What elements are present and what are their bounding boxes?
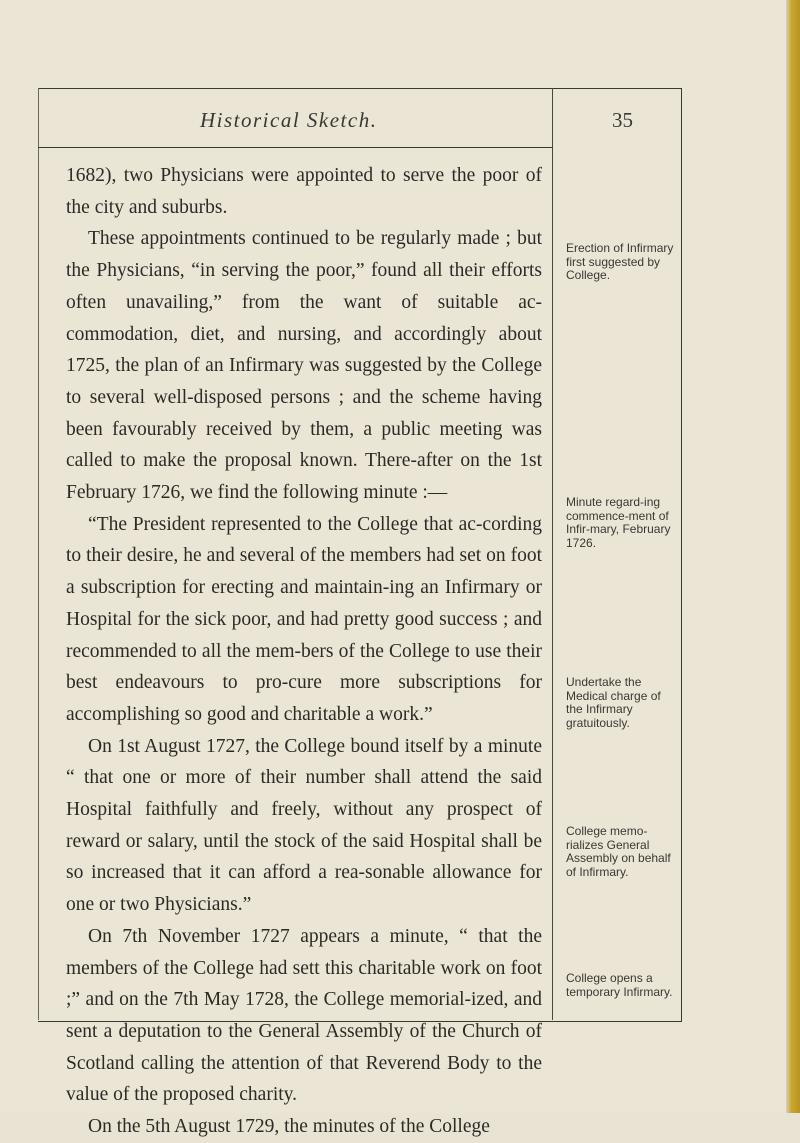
margin-note: Erection of Infirmary first suggested by College. [566, 241, 674, 282]
margin-note: Undertake the Medical charge of the Infirmary gratuitously. [566, 675, 661, 730]
margin-note: College opens a temporary Infirmary. [566, 971, 673, 999]
margin-note: College memo-rializes General Assembly on behalf of Infirmary. [566, 824, 671, 879]
frame-left-rule [38, 88, 39, 1020]
paragraph: 1682), two Physicians were appointed to serve the poor of the city and suburbs. [66, 165, 542, 218]
paragraph: On 7th November 1727 appears a minute, “ that the members of the College had sett this charitable work on foot ;” and on the 7th May 1728, the College memorial-ized, and sent a deputation to the General Assembly of the Church of Scotland calling the attention of that Reverend Body to the value of the proposed charity. [66, 925, 542, 1106]
running-head: Historical Sketch. [200, 108, 378, 132]
paragraph: On the 5th August 1729, the minutes of the College [88, 1116, 490, 1138]
header-rule [38, 147, 553, 148]
paragraph: On 1st August 1727, the College bound itself by a minute “ that one or more of their number shall attend the said Hospital faithfully and freely, without any prospect of reward or salary, until the stock of the said Hospital shall be so increased that it can afford a rea-sonable allowance for one or two Physicians.” [66, 735, 542, 916]
main-text-column [66, 160, 542, 1143]
page-edge [786, 0, 800, 1113]
paragraph: “The President represented to the College that ac-cording to their desire, he and several of the members had set on foot a subscription for erecting and maintain-ing an Infirmary or Hospital for the sick poor, and had pretty good success ; and recommended to all the mem-bers of the College to use their best endeavours to pro-cure more subscriptions for accomplishing so good and charitable a work.” [66, 513, 542, 725]
column-divider [552, 88, 553, 1020]
margin-note: Minute regard-ing commence-ment of Infir-mary, February 1726. [566, 495, 671, 550]
page-number: 35 [612, 108, 633, 132]
paragraph: These appointments continued to be regularly made ; but the Physicians, “in serving the poor,” found all their efforts often unavailing,” from the want of suitable ac-commodation, diet, and nursing, and accordingly about 1725, the plan of an Infirmary was suggested by the College to several well-disposed persons ; and the scheme having been favourably received by them, a public meeting was called to make the proposal known. There-after on the 1st February 1726, we find the following minute :— [66, 228, 542, 504]
